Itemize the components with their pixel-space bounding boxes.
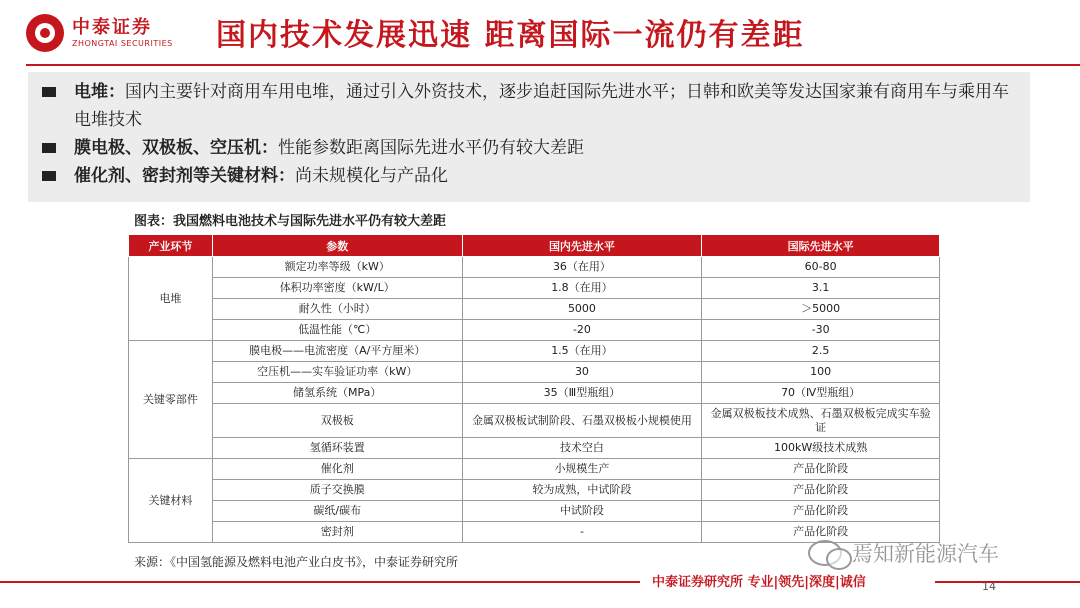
bullet-body: 性能参数距离国际先进水平仍有较大差距	[278, 138, 584, 158]
bullet-item	[42, 162, 1016, 190]
param-cell: 密封剂	[212, 522, 462, 543]
international-cell: 产品化阶段	[702, 501, 940, 522]
domestic-cell: -20	[462, 320, 702, 341]
domestic-cell: 1.8（在用）	[462, 278, 702, 299]
table-row	[129, 404, 940, 438]
bullet-term: 膜电极、双极板、空压机：	[74, 138, 278, 158]
square-bullet-icon	[42, 87, 56, 97]
param-cell: 储氢系统（MPa）	[212, 383, 462, 404]
footer-divider-right	[935, 581, 1080, 583]
footer-divider-left	[0, 581, 640, 583]
param-cell: 氢循环装置	[212, 438, 462, 459]
param-cell: 双极板	[212, 404, 462, 438]
domestic-cell: 1.5（在用）	[462, 341, 702, 362]
param-cell: 低温性能（℃）	[212, 320, 462, 341]
international-cell: -30	[702, 320, 940, 341]
international-cell: 金属双极板技术成熟、石墨双极板完成实车验证	[702, 404, 940, 438]
watermark-text: 焉知新能源汽车	[852, 542, 999, 566]
table-caption: 图表：我国燃料电池技术与国际先进水平仍有较大差距	[134, 214, 447, 229]
page-number: 14	[982, 580, 996, 593]
bullet-body: 尚未规模化与产品化	[295, 166, 448, 186]
bullet-item	[42, 78, 1016, 134]
group-cell: 关键材料	[129, 459, 213, 543]
param-cell: 碳纸/碳布	[212, 501, 462, 522]
domestic-cell: 小规模生产	[462, 459, 702, 480]
international-cell: 70（Ⅳ型瓶组）	[702, 383, 940, 404]
param-cell: 质子交换膜	[212, 480, 462, 501]
table-row	[129, 459, 940, 480]
param-cell: 催化剂	[212, 459, 462, 480]
domestic-cell: 5000	[462, 299, 702, 320]
domestic-cell: 中试阶段	[462, 501, 702, 522]
domestic-cell: -	[462, 522, 702, 543]
column-header: 国内先进水平	[462, 235, 702, 257]
bullet-panel	[28, 72, 1030, 202]
table-row	[129, 278, 940, 299]
group-cell: 关键零部件	[129, 341, 213, 459]
international-cell: 产品化阶段	[702, 480, 940, 501]
international-cell: 产品化阶段	[702, 522, 940, 543]
international-cell: 100kW级技术成熟	[702, 438, 940, 459]
international-cell: 100	[702, 362, 940, 383]
param-cell: 空压机——实车验证功率（kW）	[212, 362, 462, 383]
param-cell: 额定功率等级（kW）	[212, 257, 462, 278]
footer-slogan: 中泰证券研究所 专业|领先|深度|诚信	[652, 575, 866, 590]
table-header-row	[129, 235, 940, 257]
wechat-icon	[808, 540, 842, 566]
international-cell: 2.5	[702, 341, 940, 362]
bullet-term: 催化剂、密封剂等关键材料：	[74, 166, 295, 186]
domestic-cell: 36（在用）	[462, 257, 702, 278]
column-header: 国际先进水平	[702, 235, 940, 257]
international-cell: ＞5000	[702, 299, 940, 320]
header-divider	[26, 64, 1080, 66]
logo-emblem-icon	[26, 14, 64, 52]
logo-chinese-name: 中泰证券	[72, 17, 152, 38]
comparison-table	[128, 234, 940, 543]
company-logo	[26, 14, 173, 52]
domestic-cell: 30	[462, 362, 702, 383]
column-header: 产业环节	[129, 235, 213, 257]
group-cell: 电堆	[129, 257, 213, 341]
table-row	[129, 501, 940, 522]
domestic-cell: 较为成熟，中试阶段	[462, 480, 702, 501]
table-row	[129, 362, 940, 383]
source-note: 来源：《中国氢能源及燃料电池产业白皮书》，中泰证券研究所	[134, 555, 459, 569]
bullet-body: 国内主要针对商用车用电堆，通过引入外资技术，逐步追赶国际先进水平；日韩和欧美等发达国家兼有商用车与乘用车电堆技术	[74, 82, 1009, 130]
domestic-cell: 技术空白	[462, 438, 702, 459]
table-row	[129, 383, 940, 404]
international-cell: 3.1	[702, 278, 940, 299]
param-cell: 膜电极——电流密度（A/平方厘米）	[212, 341, 462, 362]
watermark	[808, 538, 999, 568]
table-row	[129, 299, 940, 320]
param-cell: 体积功率密度（kW/L）	[212, 278, 462, 299]
table-row	[129, 320, 940, 341]
param-cell: 耐久性（小时）	[212, 299, 462, 320]
international-cell: 产品化阶段	[702, 459, 940, 480]
square-bullet-icon	[42, 143, 56, 153]
table-row	[129, 257, 940, 278]
bullet-term: 电堆：	[74, 82, 125, 102]
table-row	[129, 480, 940, 501]
slide-title: 国内技术发展迅速 距离国际一流仍有差距	[216, 18, 805, 53]
table-row	[129, 341, 940, 362]
domestic-cell: 金属双极板试制阶段、石墨双极板小规模使用	[462, 404, 702, 438]
domestic-cell: 35（Ⅲ型瓶组）	[462, 383, 702, 404]
logo-english-name: ZHONGTAI SECURITIES	[72, 39, 173, 48]
square-bullet-icon	[42, 171, 56, 181]
bullet-item	[42, 134, 1016, 162]
international-cell: 60-80	[702, 257, 940, 278]
column-header: 参数	[212, 235, 462, 257]
table-row	[129, 438, 940, 459]
